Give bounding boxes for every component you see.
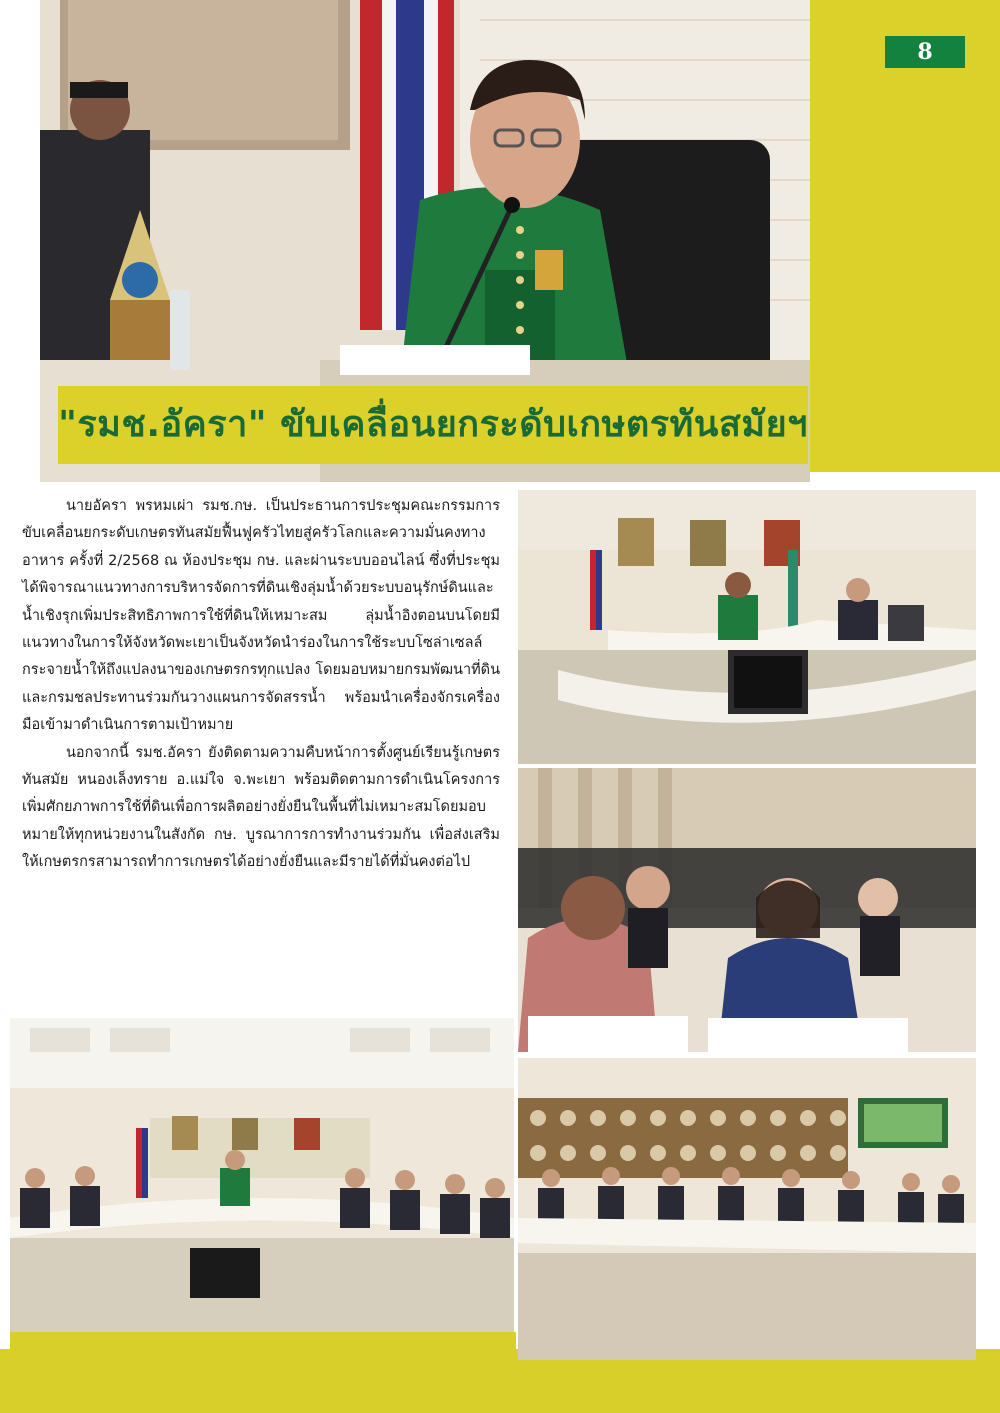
conference-photo-left <box>10 1018 514 1332</box>
paragraph-2: นอกจากนี้ รมช.อัครา ยังติดตามความคืบหน้าการตั้งศูนย์เรียนรู้เกษตรทันสมัย หนองเล็งทราย อ.แม่ใจ จ.พะเยา พร้อมติดตามการดำเนินโครงการเพิ่มศักยภาพการใช้ที่ดินเพื่อการผลิตอย่างยั่งยืนในพื้นที่ไม่เหมาะสมโดยมอบหมายให้ทุกหน่วยงานในสังกัด กษ. บูรณาการการทำงานร่วมกัน เพื่อส่งเสริมให้เกษตรกรสามารถทำการเกษตรได้อย่างยั่งยืนและมีรายได้ที่มั่นคงต่อไป <box>22 744 500 871</box>
meeting-room-illustration <box>518 490 976 764</box>
yellow-frame-right <box>810 0 1000 472</box>
article-title: "รมช.อัครา" ขับเคลื่อนยกระดับเกษตรทันสมัยฯ <box>58 404 808 445</box>
conference-right-illustration <box>518 1058 976 1360</box>
page-number: 8 <box>885 36 965 68</box>
article-body <box>22 493 500 877</box>
participants-illustration <box>518 768 976 1052</box>
yellow-frame-strip <box>10 1332 516 1349</box>
participants-photo <box>518 768 976 1052</box>
conference-left-illustration <box>10 1018 514 1332</box>
conference-photo-right <box>518 1058 976 1360</box>
meeting-room-photo <box>518 490 976 764</box>
paragraph-1: นายอัครา พรหมเผ่า รมช.กษ. เป็นประธานการประชุมคณะกรรมการขับเคลื่อนยกระดับเกษตรทันสมัยฟื้นฟูครัวไทยสู่ครัวโลกและความมั่นคงทางอาหาร ครั้งที่ 2/2568 ณ ห้องประชุม กษ. และผ่านระบบออนไลน์ ซึ่งที่ประชุมได้พิจารณาแนวทางการบริหารจัดการที่ดินเชิงลุ่มน้ำด้วยระบบอนุรักษ์ดินและน้ำเชิงรุกเพิ่มประสิทธิภาพการใช้ที่ดินให้เหมาะสม ลุ่มน้ำอิงตอนบนโดยมีแนวทางในการให้จังหวัดพะเยาเป็นจังหวัดนำร่องในการใช้ระบบโซล่าเซลล์กระจายน้ำให้ถึงแปลงนาของเกษตรกรทุกแปลง โดยมอบหมายกรมพัฒนาที่ดินและกรมชลประทานร่วมกันวางแผนการจัดสรรน้ำ พร้อมนำเครื่องจักรเครื่องมือเข้ามาดำเนินการตามเป้าหมาย <box>22 498 500 734</box>
